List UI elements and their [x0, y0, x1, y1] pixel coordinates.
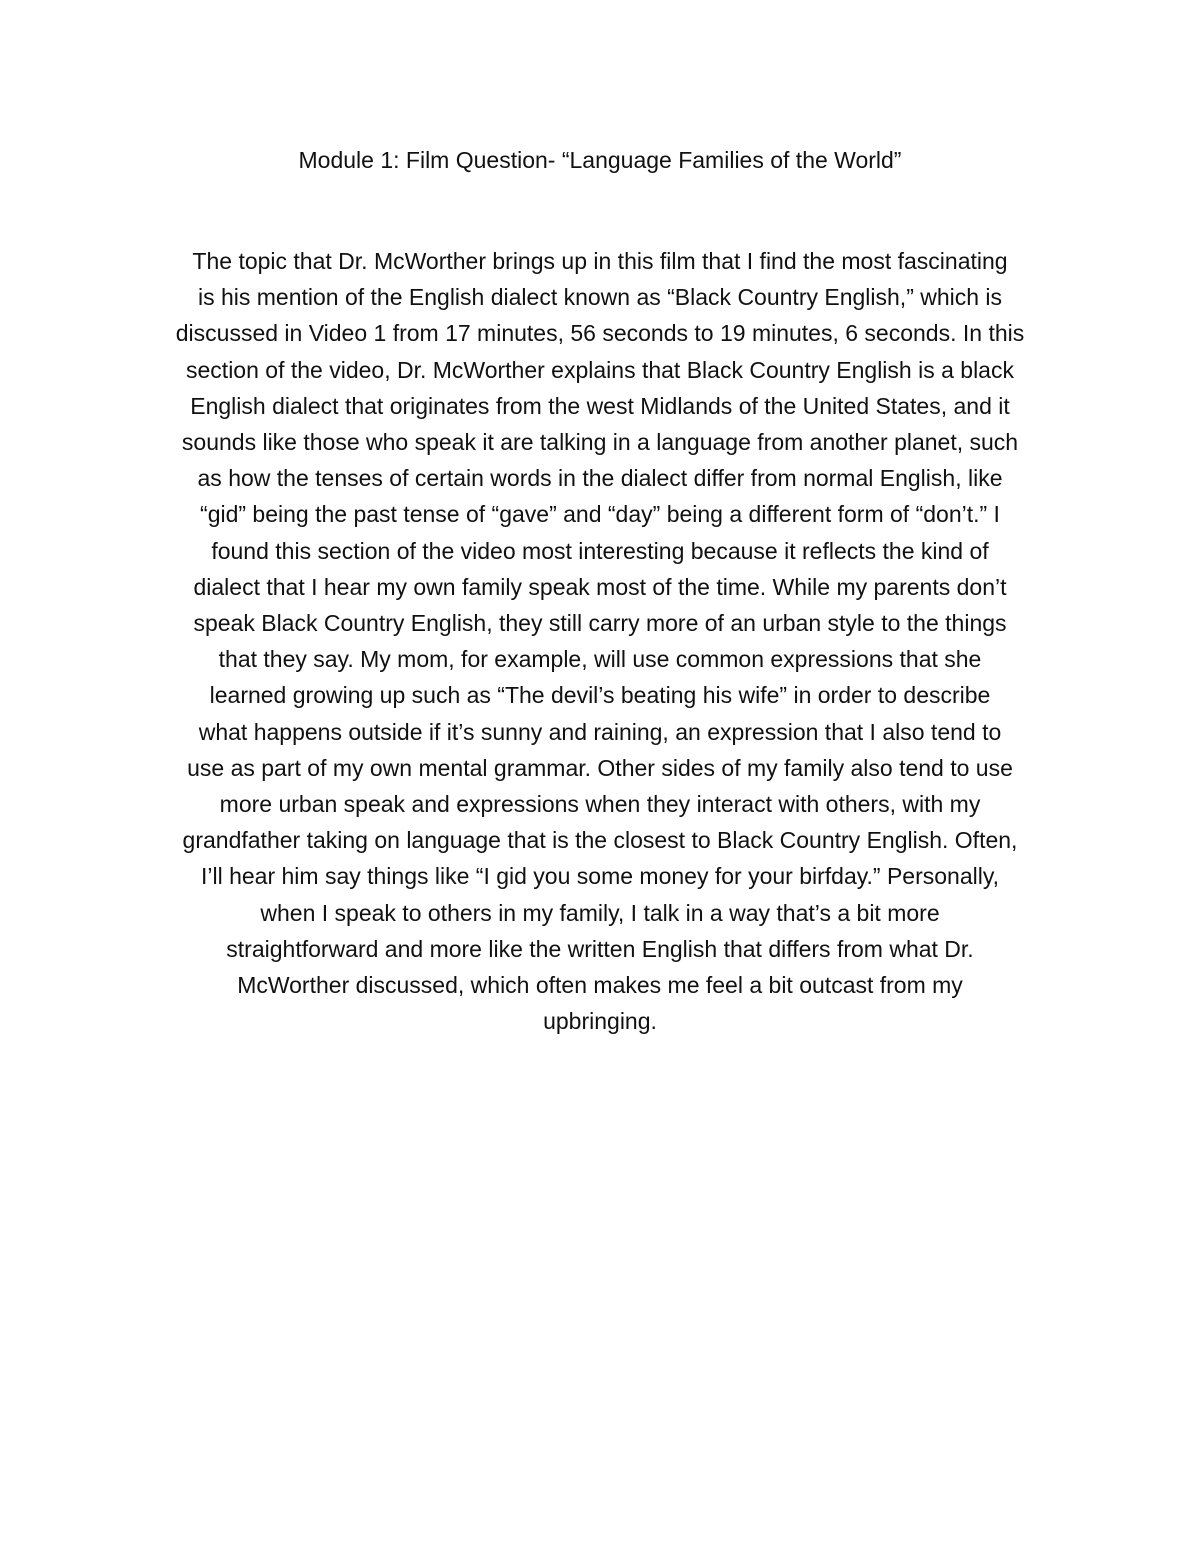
document-title: Module 1: Film Question- “Language Families of the World” — [298, 147, 902, 173]
paragraph-line: straightforward and more like the written English that differs from what Dr. — [226, 935, 974, 962]
paragraph-line: when I speak to others in my family, I talk in a way that’s a bit more — [260, 899, 940, 926]
paragraph-line: upbringing. — [543, 1008, 657, 1035]
paragraph-line: what happens outside if it’s sunny and raining, an expression that I also tend to — [198, 718, 1002, 745]
paragraph-line: is his mention of the English dialect known as “Black Country English,” which is — [197, 284, 1003, 311]
paragraph-line: that they say. My mom, for example, will use common expressions that she — [218, 646, 982, 673]
paragraph-line: use as part of my own mental grammar. Other sides of my family also tend to use — [187, 754, 1013, 781]
paragraph-line: found this section of the video most interesting because it reflects the kind of — [211, 537, 989, 564]
paragraph-line: learned growing up such as “The devil’s beating his wife” in order to describe — [209, 682, 991, 709]
paragraph-line: McWorther discussed, which often makes me feel a bit outcast from my — [237, 972, 963, 999]
paragraph-line: speak Black Country English, they still carry more of an urban style to the things — [193, 610, 1007, 637]
paragraph-line: “gid” being the past tense of “gave” and “day” being a different form of “don’t.” I — [200, 501, 1000, 528]
paragraph-line: I’ll hear him say things like “I gid you some money for your birfday.” Personally, — [200, 863, 1000, 890]
paragraph-line: discussed in Video 1 from 17 minutes, 56 seconds to 19 minutes, 6 seconds. In this — [175, 320, 1025, 347]
body-paragraph — [130, 243, 1070, 1039]
paragraph-line: more urban speak and expressions when they interact with others, with my — [219, 791, 981, 818]
paragraph-line: sounds like those who speak it are talking in a language from another planet, such — [181, 429, 1019, 456]
paragraph-line: dialect that I hear my own family speak most of the time. While my parents don’t — [193, 573, 1007, 600]
paragraph-line: as how the tenses of certain words in the dialect differ from normal English, like — [197, 465, 1003, 492]
paragraph-line: grandfather taking on language that is the closest to Black Country English. Often, — [182, 827, 1018, 854]
paragraph-line: section of the video, Dr. McWorther explains that Black Country English is a black — [186, 356, 1014, 383]
paragraph-line: English dialect that originates from the west Midlands of the United States, and it — [190, 392, 1010, 419]
paragraph-line: The topic that Dr. McWorther brings up in this film that I find the most fascinating — [192, 248, 1008, 274]
